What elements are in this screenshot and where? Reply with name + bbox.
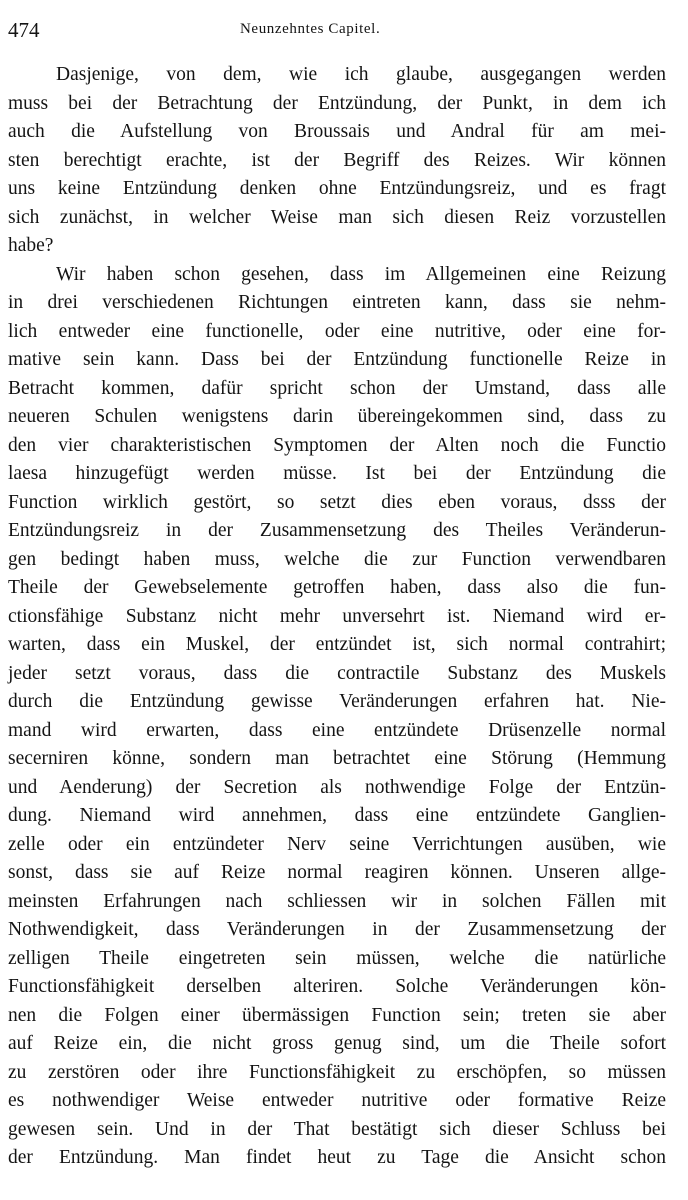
text-line: Functionsfähigkeit derselben alteriren. Solche Veränderungen kön- <box>8 976 666 997</box>
text-line: durch die Entzündung gewisse Veränderungen erfahren hat. Nie- <box>8 691 666 712</box>
text-line: sonst, dass sie auf Reize normal reagiren können. Unseren allge- <box>8 862 666 883</box>
text-line: Nothwendigkeit, dass Veränderungen in der Zusammensetzung der <box>8 919 666 940</box>
text-line: warten, dass ein Muskel, der entzündet ist, sich normal contrahirt; <box>8 634 666 655</box>
text-line: Function wirklich gestört, so setzt dies eben voraus, dsss der <box>8 491 666 513</box>
text-line: es nothwendiger Weise entweder nutritive oder formative Reize <box>8 1090 666 1111</box>
text-line: auch die Aufstellung von Broussais und Andral für am mei- <box>8 121 666 142</box>
text-line: secerniren könne, sondern man betrachtet eine Störung (Hemmung <box>8 748 666 769</box>
text-line: zelle oder ein entzündeter Nerv seine Verrichtungen ausüben, wie <box>8 833 666 855</box>
text-line: Betracht kommen, dafür spricht schon der Umstand, dass alle <box>8 377 666 399</box>
text-line: sich zunächst, in welcher Weise man sich diesen Reiz vorzustellen <box>8 206 666 228</box>
body-text <box>8 61 666 1173</box>
text-line: mand wird erwarten, dass eine entzündete Drüsenzelle normal <box>8 719 666 741</box>
text-line: in drei verschiedenen Richtungen eintreten kann, dass sie nehm- <box>8 292 666 313</box>
page-header <box>8 18 668 44</box>
text-line: und Aenderung) der Secretion als nothwendige Folge der Entzün- <box>8 776 666 798</box>
text-line: meinsten Erfahrungen nach schliessen wir in solchen Fällen mit <box>8 890 666 912</box>
page-number: 474 <box>8 18 40 42</box>
text-line: Dasjenige, von dem, wie ich glaube, ausgegangen werden <box>56 64 666 85</box>
text-line: mative sein kann. Dass bei der Entzündung functionelle Reize in <box>8 349 666 370</box>
text-line: Wir haben schon gesehen, dass im Allgemeinen eine Reizung <box>56 263 666 285</box>
text-line: ctionsfähige Substanz nicht mehr unversehrt ist. Niemand wird er- <box>8 605 666 627</box>
text-line: muss bei der Betrachtung der Entzündung, der Punkt, in dem ich <box>8 92 666 114</box>
text-line: zelligen Theile eingetreten sein müssen, welche die natürliche <box>8 947 666 969</box>
text-line: uns keine Entzündung denken ohne Entzündungsreiz, und es fragt <box>8 178 666 199</box>
text-line: laesa hinzugefügt werden müsse. Ist bei der Entzündung die <box>8 463 666 484</box>
text-line: neueren Schulen wenigstens darin übereingekommen sind, dass zu <box>8 406 666 427</box>
text-line: den vier charakteristischen Symptomen der Alten noch die Functio <box>8 434 666 456</box>
text-line: gewesen sein. Und in der That bestätigt sich dieser Schluss bei <box>8 1118 666 1140</box>
running-head: Neunzehntes Capitel. <box>240 21 381 37</box>
text-line: gen bedingt haben muss, welche die zur Function verwendbaren <box>8 548 666 570</box>
text-line: Theile der Gewebselemente getroffen haben, dass also die fun- <box>8 577 666 598</box>
text-line: dung. Niemand wird annehmen, dass eine entzündete Ganglien- <box>8 805 666 826</box>
text-line: zu zerstören oder ihre Functionsfähigkeit zu erschöpfen, so müssen <box>8 1061 666 1083</box>
text-line: habe? <box>8 235 54 256</box>
text-line: nen die Folgen einer übermässigen Function sein; treten sie aber <box>8 1004 666 1026</box>
text-line: jeder setzt voraus, dass die contractile Substanz des Muskels <box>8 662 666 684</box>
text-line: auf Reize ein, die nicht gross genug sind, um die Theile sofort <box>8 1033 666 1054</box>
text-line: Entzündungsreiz in der Zusammensetzung des Theiles Veränderun- <box>8 520 666 541</box>
text-line: lich entweder eine functionelle, oder eine nutritive, oder eine for- <box>8 320 666 342</box>
text-line: der Entzündung. Man findet heut zu Tage die Ansicht schon <box>8 1147 666 1168</box>
text-line: sten berechtigt erachte, ist der Begriff des Reizes. Wir können <box>8 149 666 171</box>
